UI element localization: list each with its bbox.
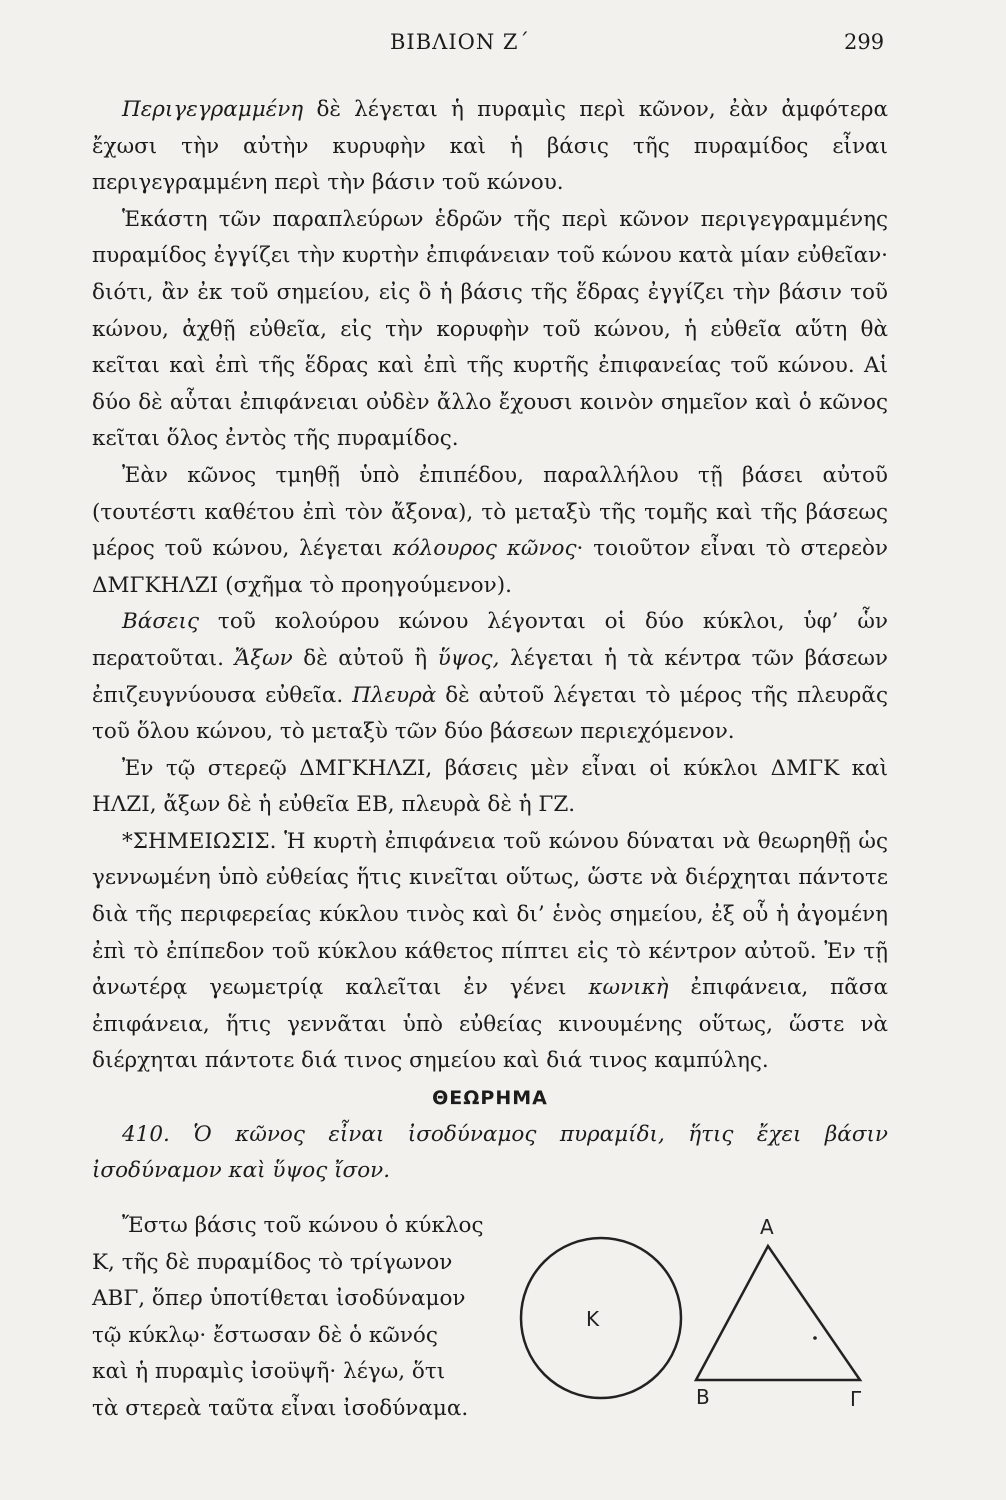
- paragraph-lateral-faces: Ἑκάστη τῶν παραπλεύρων ἑδρῶν τῆς περὶ κῶνον περιγεγραμμένης πυραμίδος ἐγγίζει τὴν κυρτὴν ἐπιφάνειαν τοῦ κώνου κατὰ μίαν εὐθεῖαν· διότι, ἂν ἐκ τοῦ σημείου, εἰς ὃ ἡ βάσις τῆς ἕδρας ἐγγίζει τὴν βάσιν τοῦ κώνου, ἀχθῇ εὐθεῖα, εἰς τὴν κορυφὴν τοῦ κώνου, ἡ εὐθεῖα αὕτη θὰ κεῖται καὶ ἐπὶ τῆς ἕδρας καὶ ἐπὶ τῆς κυρτῆς ἐπιφανείας τοῦ κώνου. Αἱ δύο δὲ αὗται ἐπιφάνειαι οὐδὲν ἄλλο ἔχουσι κοινὸν σημεῖον καὶ ὁ κῶνος κεῖται ὅλος ἐντὸς τῆς πυραμίδος.: [92, 206, 888, 452]
- paragraph-frustum-definitions: [92, 604, 888, 750]
- triangle-center-point: [813, 1336, 817, 1340]
- term-circumscribed: Περιγεγραμμένη: [122, 97, 304, 122]
- circle-label-k: Κ: [586, 1307, 600, 1331]
- paragraph-text: · τοιοῦτον εἶναι τὸ στερεὸν ΔΜΓΚΗΛΖΙ (σχῆμα τὸ προηγούμενον).: [92, 536, 888, 598]
- proof-line: τῷ κύκλῳ· ἔστωσαν δὲ ὁ κῶνός: [92, 1322, 438, 1348]
- page-number: 299: [844, 30, 885, 54]
- paragraph-example: Ἐν τῷ στερεῷ ΔΜΓΚΗΛΖΙ, βάσεις μὲν εἶναι οἱ κύκλοι ΔΜΓΚ καὶ ΗΛΖΙ, ἄξων δὲ ἡ εὐθεῖα ΕΒ, πλευρὰ δὲ ἡ ΓΖ.: [92, 755, 888, 818]
- paragraph-text: δὲ αὐτοῦ λέγεται τὸ μέρος τῆς πλευρᾶς τοῦ ὅλου κώνου, τὸ μεταξὺ τῶν δύο βάσεων περιεχόμενον.: [92, 682, 888, 745]
- term-axis: Ἄξων: [234, 645, 293, 671]
- term-conical: κωνικὴ: [588, 975, 669, 1001]
- paragraph-text: τοῦ κολούρου κώνου λέγονται οἱ δύο κύκλοι, ὑφ’ ὧν περατοῦται.: [92, 609, 888, 671]
- proof-line: τὰ στερεὰ ταῦτα εἶναι ἰσοδύναμα.: [92, 1395, 469, 1421]
- theorem-text: Ὁ κῶνος εἶναι ἰσοδύναμος πυραμίδι, ἥτις ἔχει βάσιν ἰσοδύναμον καὶ ὕψος ἴσον.: [92, 1121, 888, 1184]
- proof-line: Κ, τῆς δὲ πυραμίδος τὸ τρίγωνον: [92, 1249, 453, 1275]
- running-title: ΒΙΒΛΙΟΝ Ζ΄: [390, 30, 530, 54]
- paragraph-note: [92, 824, 888, 1080]
- term-side: Πλευρὰ: [352, 682, 437, 708]
- paragraph-text: Ἡ κυρτὴ ἐπιφάνεια τοῦ κώνου δύναται νὰ θεωρηθῇ ὡς γεννωμένη ὑπὸ εὐθείας ἥτις κινεῖται οὕτως, ὥστε νὰ διέρχηται πάντοτε διὰ τῆς περιφερείας κύκλου τινὸς καὶ δι’ ἑνὸς σημείου, ἐξ οὗ ἡ ἀγομένη ἐπὶ τὸ ἐπίπεδον τοῦ κύκλου κάθετος πίπτει εἰς τὸ κέντρον αὐτοῦ. Ἐν τῇ ἀνωτέρᾳ γεωμετρίᾳ καλεῖται ἐν γένει: [92, 828, 888, 1001]
- theorem-heading: ΘΕΩΡΗΜΑ: [432, 1087, 548, 1110]
- paragraph-text: δὲ αὐτοῦ ἢ: [292, 645, 438, 671]
- term-height: ὕψος,: [437, 645, 500, 671]
- proof-text: [92, 1208, 512, 1428]
- cone-pyramid-figure: [508, 1208, 888, 1408]
- paragraph-frustum: [92, 458, 888, 604]
- theorem-number: 410.: [122, 1121, 170, 1147]
- vertex-label-g: Γ: [850, 1387, 862, 1408]
- vertex-label-a: Α: [760, 1215, 774, 1239]
- vertex-label-b: Β: [696, 1385, 710, 1408]
- theorem-statement: [92, 1117, 888, 1190]
- base-circle: [521, 1238, 681, 1398]
- proof-line: καὶ ἡ πυραμὶς ἰσοϋψῆ· λέγω, ὅτι: [92, 1359, 446, 1385]
- paragraph-text: λέγεται ἡ τὰ κέντρα τῶν βάσεων ἐπιζευγνύουσα εὐθεῖα.: [92, 645, 888, 708]
- paragraph-text: ἐπιφάνεια, πᾶσα ἐπιφάνεια, ἥτις γεννᾶται ὑπὸ εὐθείας κινουμένης οὕτως, ὥστε νὰ διέρχηται πάντοτε διά τινος σημείου καὶ διά τινος καμπύλης.: [92, 975, 888, 1074]
- term-frustum: κόλουρος κῶνος: [392, 536, 577, 562]
- proof-line: Ἔστω βάσις τοῦ κώνου ὁ κύκλος: [122, 1213, 484, 1238]
- paragraph-text: δὲ λέγεται ἡ πυραμὶς περὶ κῶνον, ἐὰν ἀμφότερα ἔχωσι τὴν αὐτὴν κυρυφὴν καὶ ἡ βάσις τῆς πυραμίδος εἶναι περιγεγραμμένη περὶ τὴν βάσιν τοῦ κώνου.: [92, 97, 888, 196]
- paragraph-text: Ἐὰν κῶνος τμηθῇ ὑπὸ ἐπιπέδου, παραλλήλου τῇ βάσει αὐτοῦ (τουτέστι καθέτου ἐπὶ τὸν ἄξονα), τὸ μεταξὺ τῆς τομῆς καὶ τῆς βάσεως μέρος τοῦ κώνου, λέγεται: [92, 462, 888, 562]
- paragraph-circumscribed-pyramid: [92, 92, 888, 202]
- main-text: [92, 92, 888, 1190]
- base-triangle: [696, 1246, 860, 1380]
- proof-line: ΑΒΓ, ὅπερ ὑποτίθεται ἰσοδύναμον: [92, 1286, 466, 1312]
- note-label: *ΣΗΜΕΙΩΣΙΣ.: [122, 828, 277, 854]
- page-header: [0, 30, 1006, 60]
- term-bases: Βάσεις: [122, 609, 200, 635]
